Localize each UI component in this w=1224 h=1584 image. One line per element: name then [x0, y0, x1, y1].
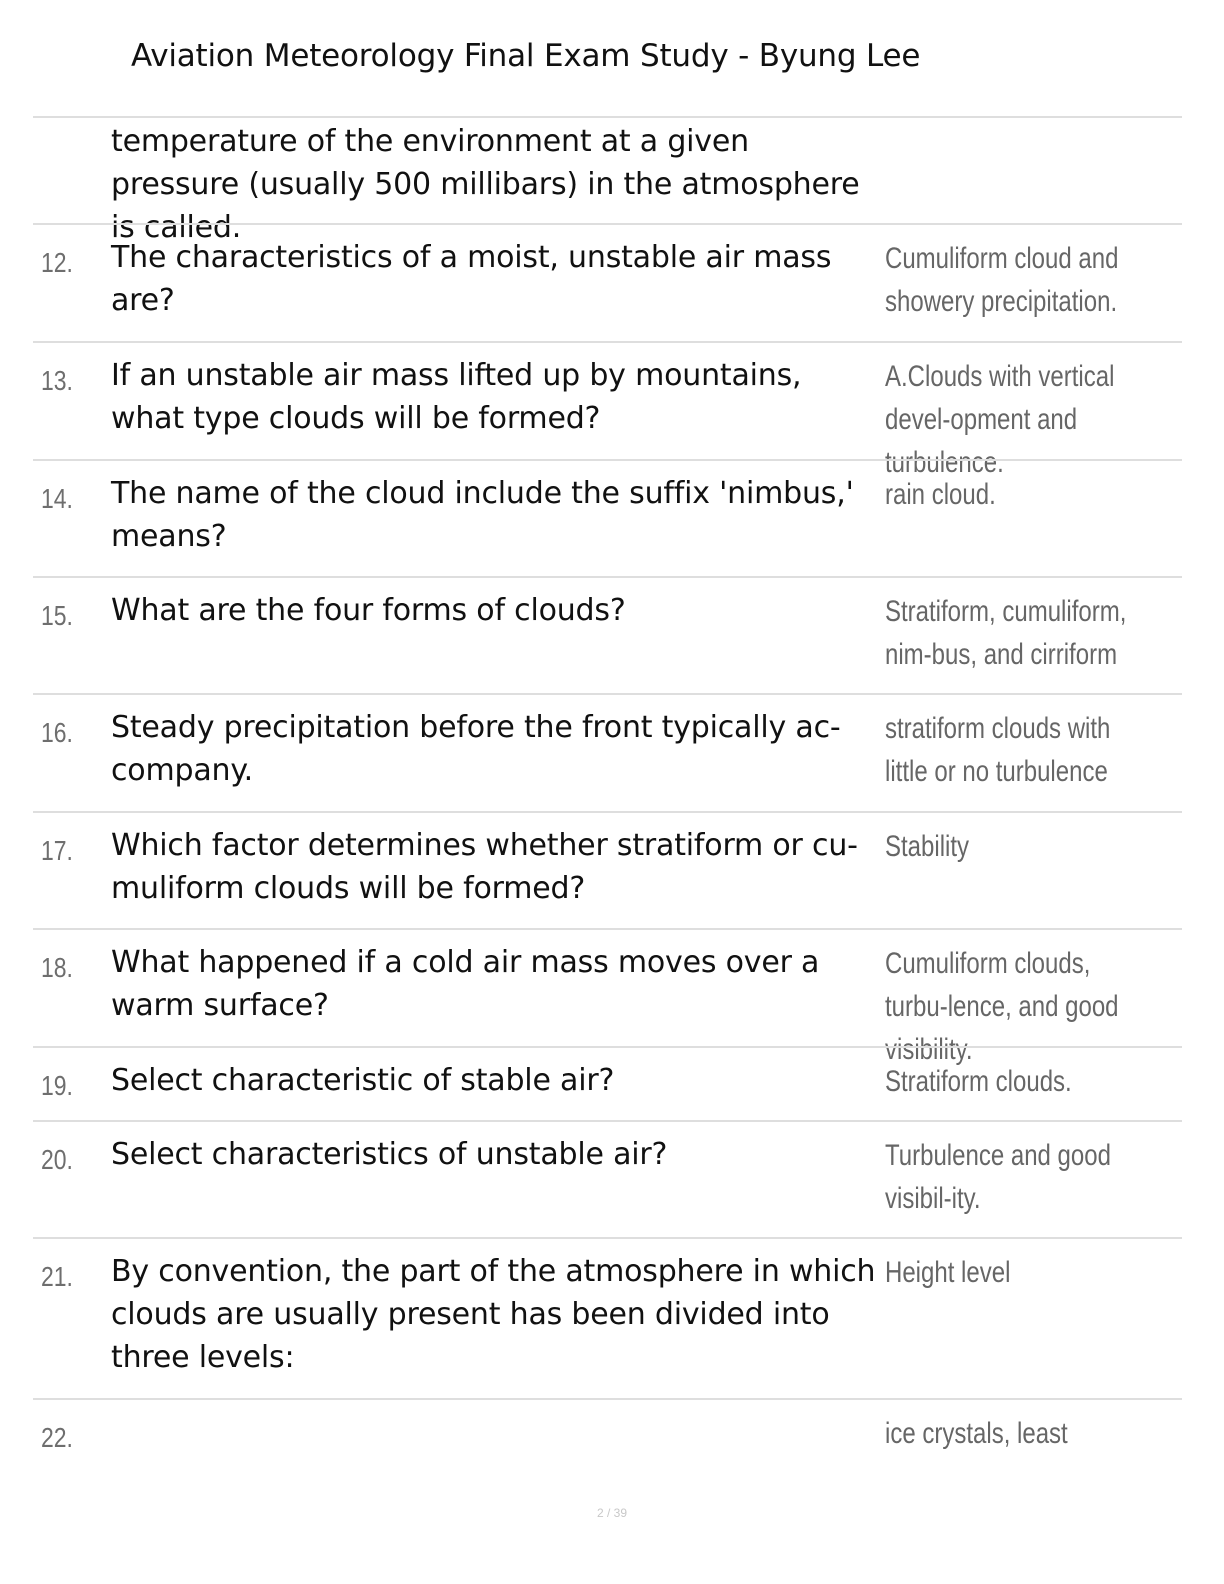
question-number: 20.: [41, 1144, 73, 1175]
continued-question-text: temperature of the environment at a given pressure (usually 500 millibars) in the atmosphere is called.: [111, 124, 860, 245]
question-text: By convention, the part of the atmosphere in which clouds are usually present has been divided into three levels:: [111, 1254, 876, 1375]
answer-text: A.Clouds with vertical devel-opment and turbulence.: [885, 360, 1115, 479]
answer-text: Turbulence and good visibil-ity.: [885, 1139, 1111, 1215]
qa-row-18: [33, 928, 1182, 1066]
question-number: 17.: [41, 835, 73, 866]
question-number: 22.: [41, 1422, 73, 1453]
question-number: 15.: [41, 600, 73, 631]
answer-text: Height level: [885, 1256, 1011, 1289]
answer-text: Stratiform clouds.: [885, 1065, 1072, 1098]
answer-text: rain cloud.: [885, 478, 996, 511]
question-text: Select characteristics of unstable air?: [111, 1137, 668, 1172]
question-text: What are the four forms of clouds?: [111, 593, 626, 628]
question-text: The name of the cloud include the suffix 'nimbus,' means?: [111, 476, 854, 554]
qa-row-15: [33, 576, 1182, 693]
question-number: 12.: [41, 247, 73, 278]
question-text: If an unstable air mass lifted up by mountains, what type clouds will be formed?: [111, 358, 802, 436]
qa-row-21: [33, 1237, 1182, 1398]
qa-row-12: [33, 223, 1182, 341]
question-number: 16.: [41, 717, 73, 748]
question-text: What happened if a cold air mass moves over a warm surface?: [111, 945, 820, 1023]
answer-text: Cumuliform clouds, turbu-lence, and good visibility.: [885, 947, 1119, 1066]
question-number: 13.: [41, 365, 73, 396]
question-number: 18.: [41, 952, 73, 983]
answer-text: Cumuliform cloud and showery precipitation.: [885, 242, 1119, 318]
qa-row-13: [33, 341, 1182, 479]
qa-row-17: [33, 811, 1182, 928]
question-text: The characteristics of a moist, unstable air mass are?: [111, 240, 832, 318]
qa-row-14: [33, 459, 1182, 576]
qa-row-16: [33, 693, 1182, 811]
question-number: 19.: [41, 1070, 73, 1101]
qa-row-20: [33, 1120, 1182, 1237]
question-text: Select characteristic of stable air?: [111, 1063, 615, 1098]
question-text: Which factor determines whether stratiform or cu-muliform clouds will be formed?: [111, 828, 858, 906]
header-divider: [33, 116, 1182, 118]
answer-text: ice crystals, least: [885, 1417, 1068, 1450]
question-number: 14.: [41, 483, 73, 514]
question-text: Steady precipitation before the front typically ac-company.: [111, 710, 841, 788]
question-number: 21.: [41, 1261, 73, 1292]
page-indicator: 2 / 39: [596, 1506, 628, 1520]
document-title: Aviation Meteorology Final Exam Study - Byung Lee: [131, 38, 921, 74]
answer-text: stratiform clouds with little or no turbulence: [885, 712, 1111, 788]
answer-text: Stability: [885, 830, 970, 863]
answer-text: Stratiform, cumuliform, nim-bus, and cirriform: [885, 595, 1127, 671]
qa-row-19: [33, 1046, 1182, 1120]
qa-row-22: [33, 1398, 1182, 1478]
